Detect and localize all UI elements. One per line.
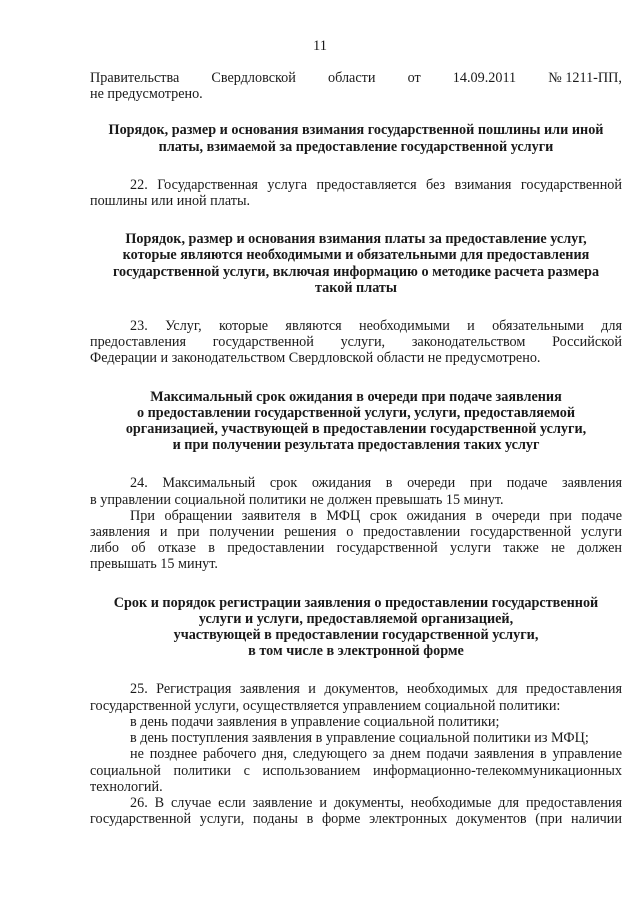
paragraph-26	[90, 795, 622, 827]
intro-word: Правительства	[90, 70, 180, 86]
heading-line: услуги и услуги, предоставляемой организацией,	[198, 610, 514, 627]
intro-word: области	[328, 70, 376, 86]
heading-line: Срок и порядок регистрации заявления о предоставлении государственной	[113, 594, 599, 611]
heading-line: и при получении результата предоставления таких услуг	[172, 437, 540, 454]
paragraph-line: При обращении заявителя в МФЦ срок ожидания в очереди при подаче	[130, 507, 622, 524]
paragraph-24-mfc	[90, 508, 622, 573]
paragraph-line: государственной услуги, осуществляется управлением социальной политики:	[90, 697, 561, 714]
intro-line-1	[90, 70, 622, 86]
paragraph-line: заявления и при получении решения о предоставлении государственной услуги	[90, 524, 622, 541]
paragraph-line: либо об отказе в предоставлении государственной услуги также не должен	[90, 540, 622, 557]
paragraph-line: государственной услуги, поданы в форме электронных документов (при наличии	[90, 811, 622, 828]
heading-line: платы, взимаемой за предоставление государственной услуги	[158, 138, 554, 155]
intro-date: 14.09.2011	[452, 70, 517, 86]
paragraph-line: в день подачи заявления в управление социальной политики;	[130, 713, 500, 730]
heading-line: такой платы	[315, 279, 397, 296]
section-heading-fee	[90, 122, 622, 154]
heading-line: организацией, участвующей в предоставлении государственной услуги,	[125, 421, 587, 438]
heading-line: Максимальный срок ожидания в очереди при подаче заявления	[150, 388, 562, 405]
heading-line: Порядок, размер и основания взимания государственной пошлины или иной	[108, 122, 604, 139]
paragraph-line: 22. Государственная услуга предоставляется без взимания государственной	[130, 176, 622, 193]
paragraph-line: 24. Максимальный срок ожидания в очереди при подаче заявления	[130, 475, 622, 492]
paragraph-line: пошлины или иной платы.	[90, 193, 251, 210]
intro-line-2: не предусмотрено.	[90, 86, 203, 103]
intro-word: от	[407, 70, 421, 86]
paragraph-line: 23. Услуг, которые являются необходимыми и обязательными для	[130, 318, 622, 335]
document-body	[90, 70, 622, 827]
section-heading-queue	[90, 389, 622, 454]
paragraph-23	[90, 318, 622, 367]
paragraph-line: не позднее рабочего дня, следующего за днем подачи заявления в управление	[130, 746, 622, 763]
paragraph-25	[90, 681, 622, 794]
heading-line: государственной услуги, включая информацию о методике расчета размера	[112, 263, 600, 280]
paragraph-24	[90, 475, 622, 507]
paragraph-line: в день поступления заявления в управление социальной политики из МФЦ;	[130, 730, 589, 747]
heading-line: участвующей в предоставлении государственной услуги,	[173, 627, 539, 644]
heading-line: которые являются необходимыми и обязательными для предоставления	[122, 247, 590, 264]
paragraph-line: 26. В случае если заявление и документы, необходимые для предоставления	[130, 794, 622, 811]
paragraph-line: предоставления государственной услуги, законодательством Российской	[90, 334, 622, 351]
paragraph-line: технологий.	[90, 778, 163, 795]
paragraph-line: в управлении социальной политики не должен превышать 15 минут.	[90, 491, 504, 508]
paragraph-22	[90, 177, 622, 209]
intro-doc-number: № 1211-ПП,	[548, 70, 622, 86]
paragraph-line: Федерации и законодательством Свердловской области не предусмотрено.	[90, 350, 541, 367]
section-heading-registration	[90, 595, 622, 660]
heading-line: о предоставлении государственной услуги, услуги, предоставляемой	[136, 404, 576, 421]
paragraph-line: 25. Регистрация заявления и документов, необходимых для предоставления	[130, 681, 622, 698]
paragraph-line: превышать 15 минут.	[90, 556, 218, 573]
section-heading-payment	[90, 231, 622, 296]
intro-word: Свердловской	[211, 70, 296, 86]
heading-line: Порядок, размер и основания взимания платы за предоставление услуг,	[125, 231, 587, 248]
heading-line: в том числе в электронной форме	[248, 643, 464, 660]
page-number: 11	[313, 38, 327, 54]
paragraph-line: социальной политики с использованием информационно-телекоммуникационных	[90, 762, 622, 779]
